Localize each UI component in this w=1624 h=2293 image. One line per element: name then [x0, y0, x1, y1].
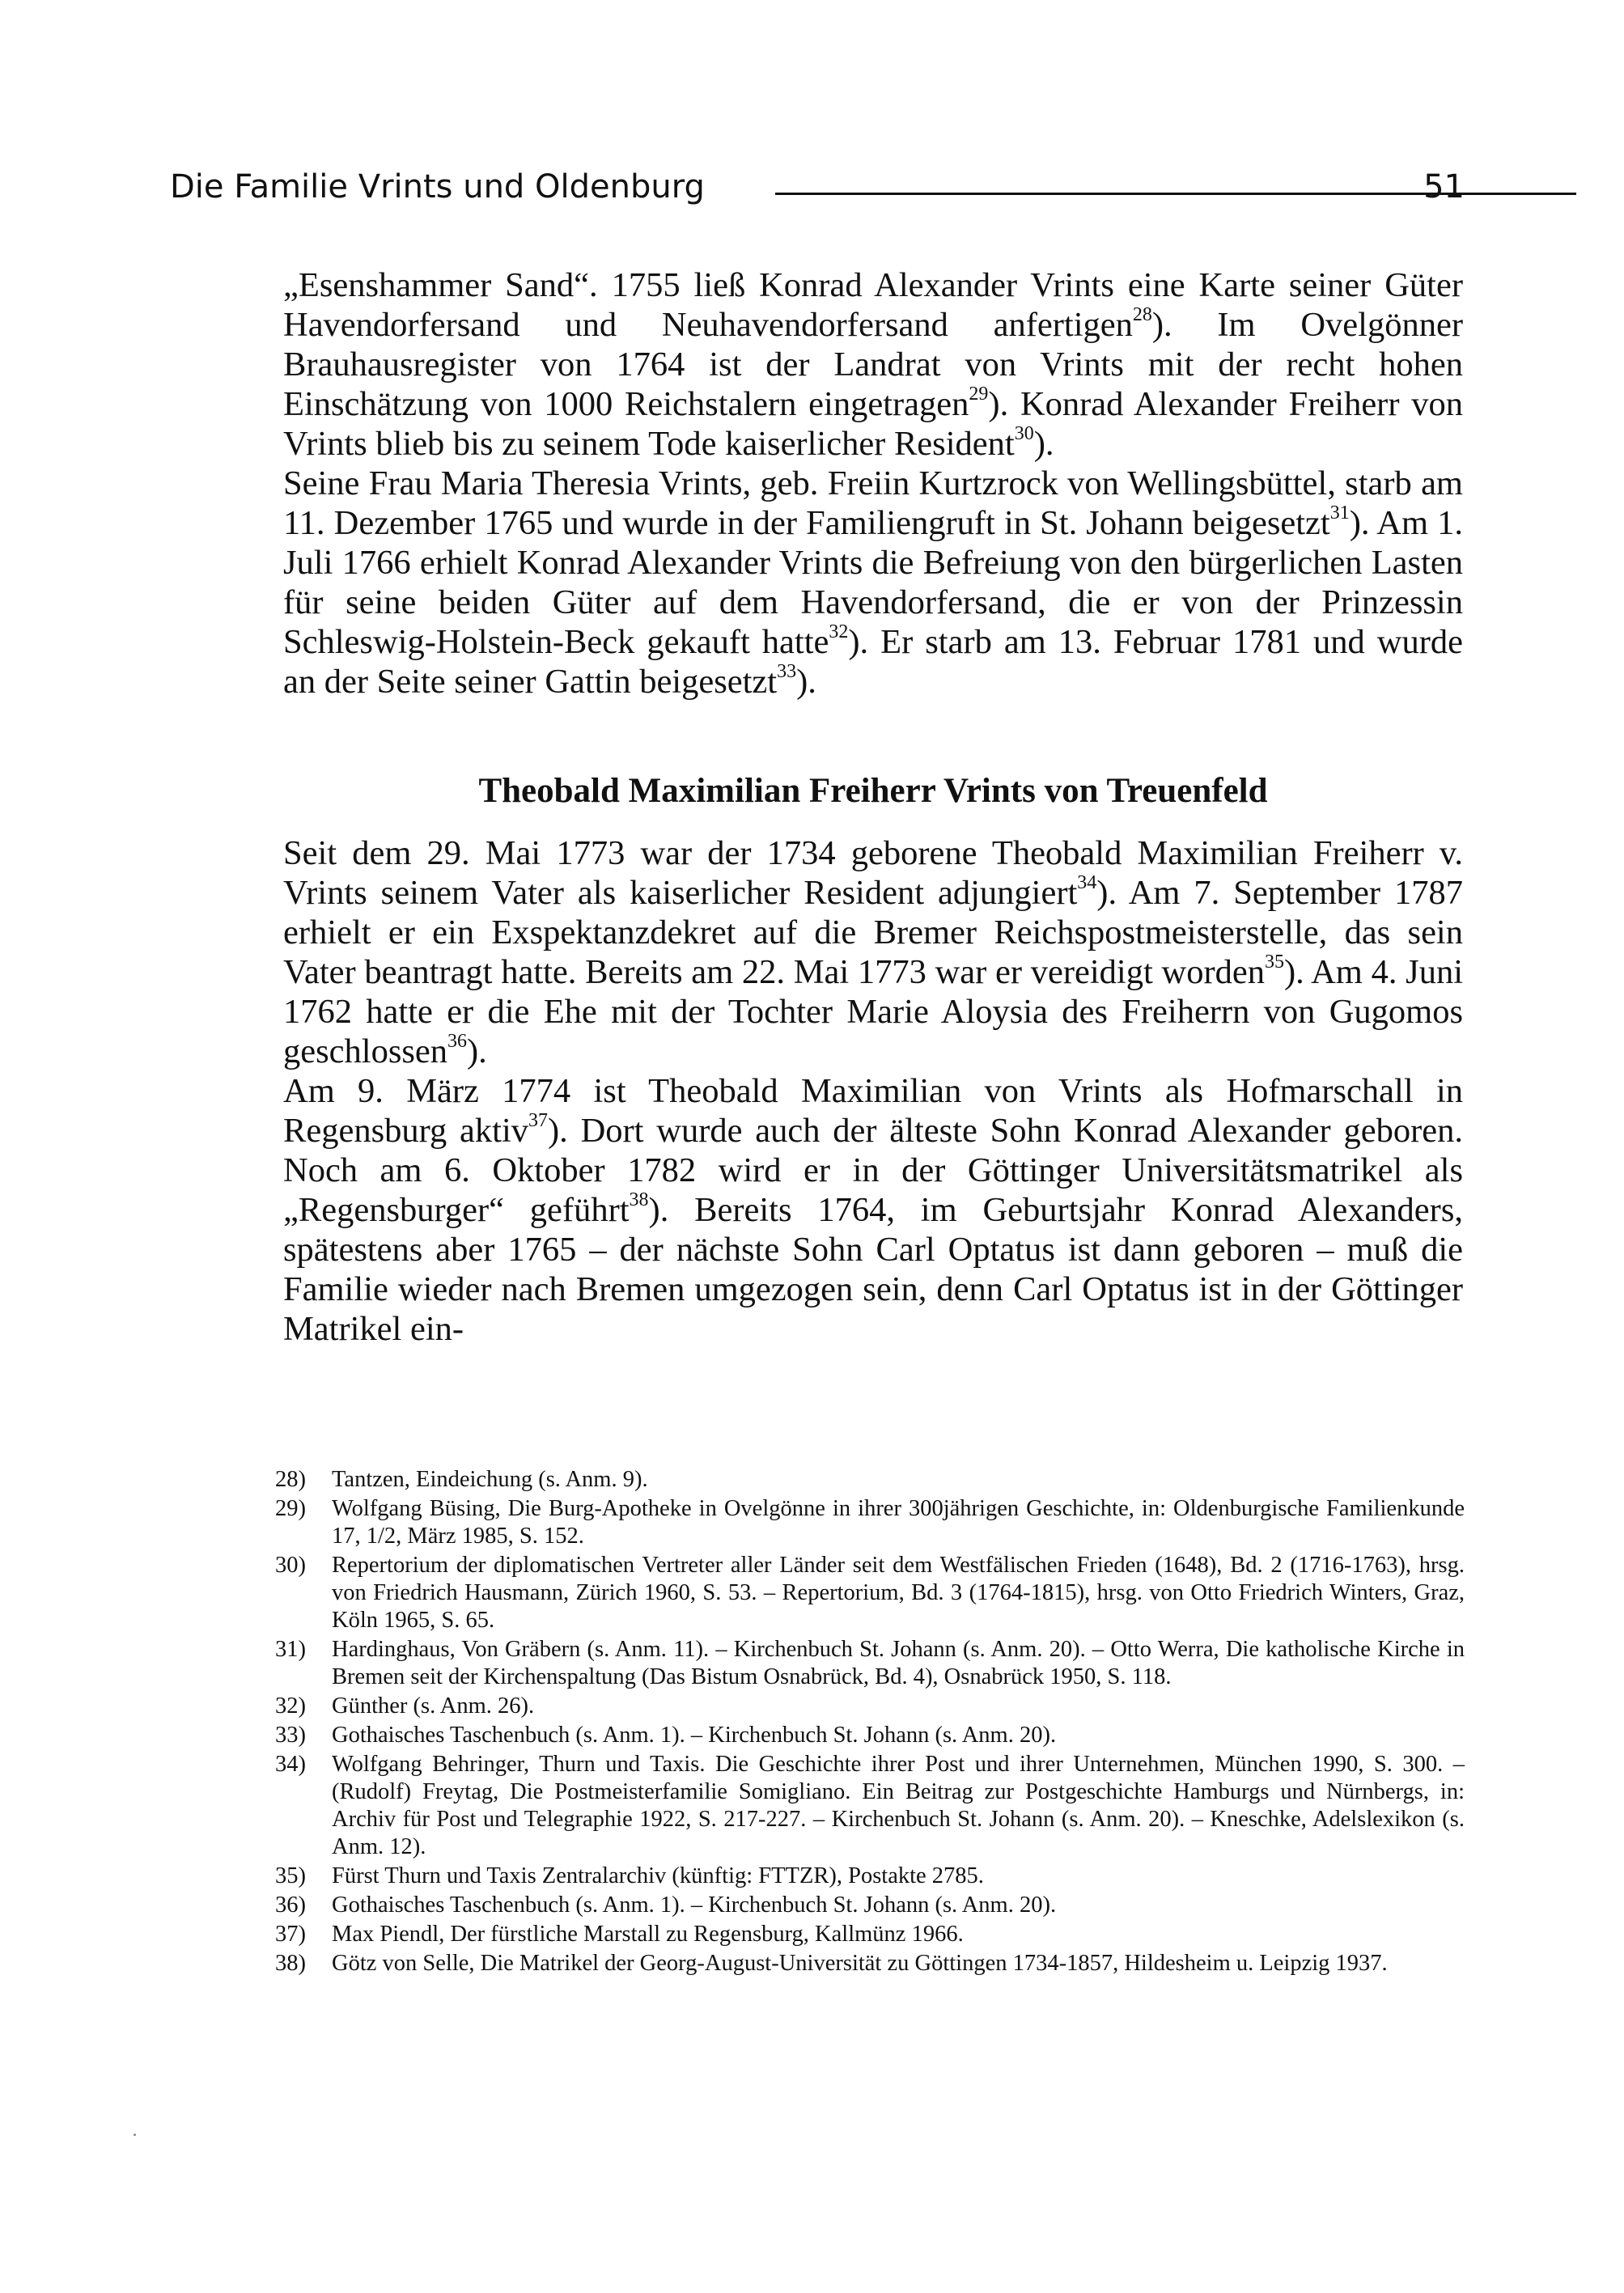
- footnote-reference: 34: [1077, 871, 1097, 893]
- footnote-number: 35): [275, 1863, 306, 1888]
- footnote-text: Gothaisches Taschenbuch (s. Anm. 1). – Kirchenbuch St. Johann (s. Anm. 20).: [332, 1723, 1057, 1748]
- paragraph: [283, 1071, 1463, 1349]
- text-run: ). Am 7. September 1787 erhielt er ein Exspektanzdekret auf die Bremer Reichspostmeisterstelle, das sein Vater beantragt hatte. Bereits am 22. Mai 1773 war er vereidigt worden: [283, 874, 1463, 991]
- footnote-reference: 29: [969, 383, 989, 405]
- footnote: [275, 1921, 1465, 1948]
- footnote: [275, 1466, 1465, 1494]
- text-run: ).: [796, 663, 816, 701]
- footnote-reference: 31: [1329, 502, 1350, 523]
- footnote-text: Wolfgang Büsing, Die Burg-Apotheke in Ovelgönne in ihrer 300jährigen Geschichte, in: Oldenburgische Familienkunde 17, 1/2, März 1985, S. 152.: [332, 1496, 1465, 1549]
- footnote-reference: 38: [629, 1189, 649, 1210]
- text-run: Seine Frau Maria Theresia Vrints, geb. Freiin Kurtzrock von Wellingsbüttel, starb am 11. Dezember 1765 und wurde in der Familiengruft in St. Johann beigesetzt: [283, 464, 1463, 542]
- footnote-reference: 36: [447, 1030, 468, 1052]
- footnote-text: Wolfgang Behringer, Thurn und Taxis. Die Geschichte ihrer Post und ihrer Unternehmen, München 1990, S. 300. – (Rudolf) Freytag, Die Postmeisterfamilie Somigliano. Ein Beitrag zur Postgeschichte Hamburgs und Nürnbergs, in: Archiv für Post und Telegraphie 1922, S. 217-227. – Kirchenbuch St. Johann (s. Anm. 20). – Kneschke, Adelslexikon (s. Anm. 12).: [332, 1752, 1465, 1859]
- text-run: Am 9. März 1774 ist Theobald Maximilian von Vrints als Hofmarschall in Regensburg aktiv: [283, 1072, 1463, 1150]
- body-text-part-1: [283, 265, 1463, 701]
- footnote-number: 33): [275, 1723, 306, 1748]
- footnote: [275, 1693, 1465, 1720]
- text-run: ). Am 1. Juli 1766 erhielt Konrad Alexander Vrints die Befreiung von den bürgerlichen Lasten für seine beiden Güter auf dem Havendorfersand, die er von der Prinzessin Schleswig-Holstein-Beck gekauft hatte: [283, 504, 1463, 661]
- footnote-reference: 37: [528, 1109, 549, 1131]
- footnote-number: 30): [275, 1553, 306, 1578]
- footnote: [275, 1950, 1465, 1977]
- footnote-number: 31): [275, 1637, 306, 1662]
- text-run: ). Konrad Alexander Freiherr von Vrints blieb bis zu seinem Tode kaiserlicher Resident: [283, 385, 1463, 463]
- text-run: ).: [1033, 425, 1054, 463]
- footnote: [275, 1722, 1465, 1749]
- paragraph: [283, 833, 1463, 1071]
- text-run: ). Dort wurde auch der älteste Sohn Konrad Alexander geboren. Noch am 6. Oktober 1782 wird er in der Göttinger Universitätsmatrikel als „Regensburger“ geführt: [283, 1112, 1463, 1229]
- footnote-reference: 32: [829, 621, 849, 642]
- running-title: Die Familie Vrints und Oldenburg: [170, 168, 705, 206]
- scan-speck: [134, 2134, 136, 2136]
- footnote-number: 38): [275, 1951, 306, 1976]
- text-run: ). Im Ovelgönner Brauhausregister von 1764 ist der Landrat von Vrints mit der recht hohen Einschätzung von 1000 Reichstalern eingetragen: [283, 306, 1463, 423]
- section-title: Theobald Maximilian Freiherr Vrints von Treuenfeld: [478, 772, 1268, 810]
- text-run: ). Er starb am 13. Februar 1781 und wurde an der Seite seiner Gattin beigesetzt: [283, 623, 1463, 701]
- footnote-number: 28): [275, 1467, 306, 1492]
- footnote-text: Gothaisches Taschenbuch (s. Anm. 1). – Kirchenbuch St. Johann (s. Anm. 20).: [332, 1892, 1057, 1918]
- text-run: ). Bereits 1764, im Geburtsjahr Konrad Alexanders, spätestens aber 1765 – der nächste Sohn Carl Optatus ist dann geboren – muß die Familie wieder nach Bremen umgezogen sein, denn Carl Optatus ist in der Göttinger Matrikel ein-: [283, 1191, 1463, 1348]
- footnote-text: Repertorium der diplomatischen Vertreter aller Länder seit dem Westfälischen Frieden (1648), Bd. 2 (1716-1763), hrsg. von Friedrich Hausmann, Zürich 1960, S. 53. – Repertorium, Bd. 3 (1764-1815), hrsg. von Otto Friedrich Winters, Graz, Köln 1965, S. 65.: [332, 1553, 1465, 1633]
- footnote-number: 32): [275, 1693, 306, 1719]
- footnote: [275, 1636, 1465, 1691]
- footnote-number: 29): [275, 1496, 306, 1521]
- footnote-text: Hardinghaus, Von Gräbern (s. Anm. 11). – Kirchenbuch St. Johann (s. Anm. 20). – Otto Werra, Die katholische Kirche in Bremen seit der Kirchenspaltung (Das Bistum Osnabrück, Bd. 4), Osnabrück 1950, S. 118.: [332, 1637, 1465, 1689]
- text-run: Seit dem 29. Mai 1773 war der 1734 geborene Theobald Maximilian Freiherr v. Vrints seinem Vater als kaiserlicher Resident adjungiert: [283, 834, 1463, 912]
- footnote: [275, 1495, 1465, 1550]
- footnote-reference: 35: [1264, 951, 1284, 973]
- footnotes: [275, 1466, 1465, 1979]
- footnote-reference: 28: [1132, 303, 1152, 325]
- footnote-text: Günther (s. Anm. 26).: [332, 1693, 535, 1719]
- footnote: [275, 1892, 1465, 1919]
- footnote-number: 36): [275, 1892, 306, 1918]
- paragraph: [283, 265, 1463, 464]
- footnote-text: Götz von Selle, Die Matrikel der Georg-August-Universität zu Göttingen 1734-1857, Hildesheim u. Leipzig 1937.: [332, 1951, 1388, 1976]
- footnote-reference: 33: [777, 660, 797, 682]
- text-run: ). Am 4. Juni 1762 hatte er die Ehe mit der Tochter Marie Aloysia des Freiherrn von Gugomos geschlossen: [283, 953, 1464, 1070]
- footnote-number: 37): [275, 1922, 306, 1947]
- footnote-text: Tantzen, Eindeichung (s. Anm. 9).: [332, 1467, 648, 1492]
- footnote-text: Fürst Thurn und Taxis Zentralarchiv (künftig: FTTZR), Postakte 2785.: [332, 1863, 984, 1888]
- body-text-part-2: [283, 833, 1463, 1349]
- footnote: [275, 1863, 1465, 1890]
- footnote-reference: 30: [1014, 422, 1034, 444]
- footnote-number: 34): [275, 1752, 306, 1777]
- page-number: 51: [1423, 168, 1465, 206]
- paragraph: [283, 464, 1463, 701]
- footnote-text: Max Piendl, Der fürstliche Marstall zu Regensburg, Kallmünz 1966.: [332, 1922, 964, 1947]
- footnote: [275, 1552, 1465, 1634]
- footnote: [275, 1751, 1465, 1861]
- text-run: „Esenshammer Sand“. 1755 ließ Konrad Alexander Vrints eine Karte seiner Güter Havendorfersand und Neuhavendorfersand anfertigen: [283, 266, 1463, 344]
- text-run: ).: [467, 1032, 487, 1070]
- running-header: [170, 168, 1465, 217]
